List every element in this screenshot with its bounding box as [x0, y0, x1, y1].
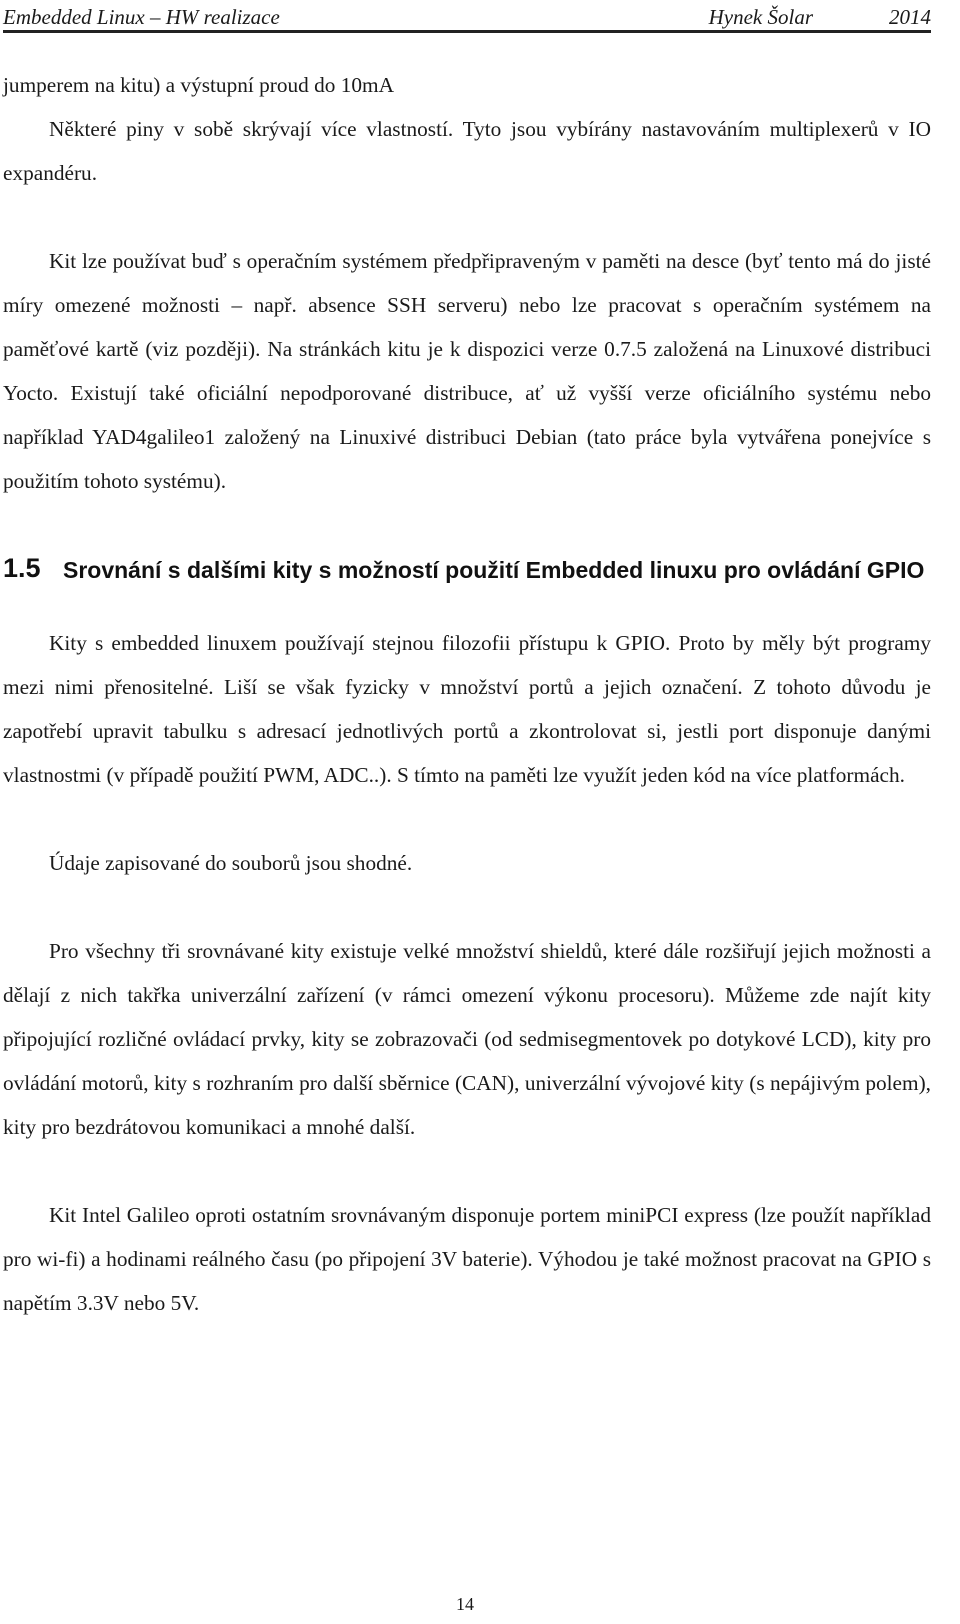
paragraph-pins: Některé piny v sobě skrývají více vlastností. Tyto jsou vybírány nastavováním multiplexerů v IO expandéru. [3, 117, 931, 185]
page-content [3, 63, 931, 1325]
paragraph-shields: Pro všechny tři srovnávané kity existuje velké množství shieldů, které dále rozšiřují jejich možnosti a dělají z nich takřka univerzální zařízení (v rámci omezení výkonu procesoru). Můžeme zde najít kity připojující rozličné ovládací prvky, kity se zobrazovači (od sedmisegmentovek po dotykové LCD), kity pro ovládání motorů, kity s rozhraním pro další sběrnice (CAN), univerzální vývojové kity (s nepájivým polem), kity pro bezdrátovou komunikaci a mnohé další. [3, 939, 931, 1139]
section-number: 1.5 [3, 553, 41, 583]
page-number: 14 [456, 1594, 474, 1614]
paragraph-gpio-philosophy: Kity s embedded linuxem používají stejnou filozofii přístupu k GPIO. Proto by měly být programy mezi nimi přenositelné. Liší se však fyzicky v množství portů a jejich označení. Z tohoto důvodu je zapotřebí upravit tabulku s adresací jednotlivých portů a zkontrolovat si, jestli port disponuje danými vlastnostmi (v případě použití PWM, ADC..). S tímto na paměti lze využít jeden kód na více platformách. [3, 631, 931, 787]
section-heading [3, 555, 931, 585]
paragraph-operating-system: Kit lze používat buď s operačním systémem předpřipraveným v paměti na desce (byť tento má do jisté míry omezené možnosti – např. absence SSH serveru) nebo lze pracovat s operačním systémem na paměťové kartě (viz později). Na stránkách kitu je k dispozici verze 0.7.5 založená na Linuxové distribuci Yocto. Existují také oficiální nepodporované distribuce, ať už vyšší verze oficiálního systému nebo například YAD4galileo1 založený na Linuxivé distribuci Debian (tato práce byla vytvářena ponejvíce s použitím tohoto systému). [3, 249, 931, 493]
paragraph-continuation: jumperem na kitu) a výstupní proud do 10mA [3, 73, 394, 97]
header-author: Hynek Šolar [708, 5, 813, 29]
paragraph-files: Údaje zapisované do souborů jsou shodné. [49, 851, 413, 875]
header-document-title: Embedded Linux – HW realizace [3, 5, 280, 29]
running-header [3, 4, 931, 33]
paragraph-galileo: Kit Intel Galileo oproti ostatním srovnávaným disponuje portem miniPCI express (lze použít například pro wi-fi) a hodinami reálného času (po připojení 3V baterie). Výhodou je také možnost pracovat na GPIO s napětím 3.3V nebo 5V. [3, 1203, 931, 1315]
section-title: Srovnání s dalšími kity s možností použití Embedded linuxu pro ovládání GPIO [63, 557, 925, 583]
header-year: 2014 [889, 5, 931, 29]
